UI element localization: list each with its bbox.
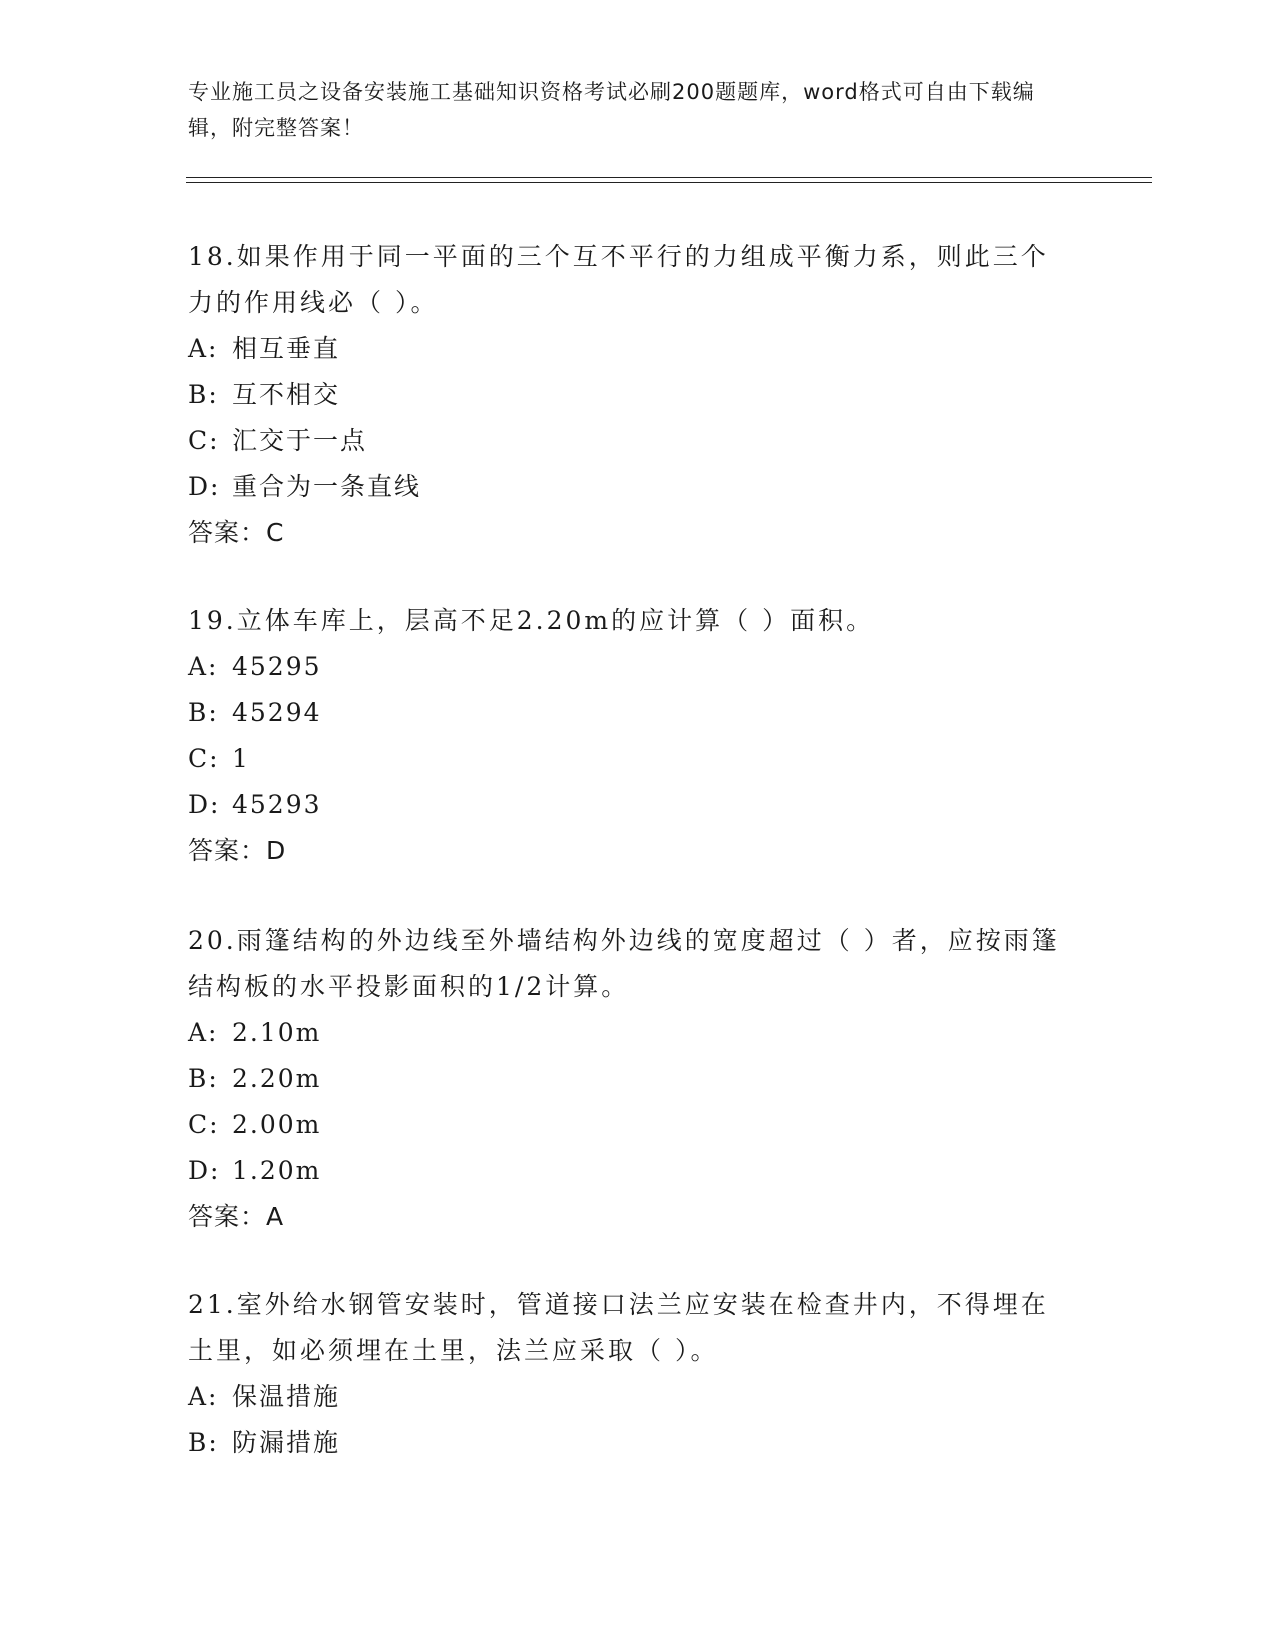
option-a: [188, 1010, 1068, 1056]
question-stem: 21.室外给水钢管安装时，管道接口法兰应安装在检查井内，不得埋在土里，如必须埋在土里，法兰应采取（ ）。: [188, 1290, 1049, 1365]
option-text: 互不相交: [232, 380, 341, 409]
answer-line: 答案：C: [188, 518, 285, 547]
option-text: 45295: [232, 652, 322, 681]
option-text: 汇交于一点: [232, 426, 368, 455]
option-text: 45293: [232, 790, 322, 819]
question-stem: 20.雨篷结构的外边线至外墙结构外边线的宽度超过（ ）者，应按雨篷结构板的水平投影面积的1/2计算。: [188, 926, 1060, 1001]
option-letter: A:: [188, 334, 219, 363]
option-a: [188, 326, 1068, 372]
option-b: [188, 1056, 1068, 1102]
question-20: [188, 918, 1068, 1240]
option-letter: C:: [188, 426, 220, 455]
answer-line: 答案：D: [188, 836, 287, 865]
header-divider: [186, 177, 1152, 178]
option-text: 防漏措施: [232, 1428, 341, 1457]
option-c: [188, 418, 1068, 464]
option-a: [188, 644, 1068, 690]
option-letter: B:: [188, 380, 219, 409]
document-header: 专业施工员之设备安装施工基础知识资格考试必刷200题题库，word格式可自由下载编辑，附完整答案！: [188, 80, 1035, 140]
option-letter: D:: [188, 472, 221, 501]
option-letter: D:: [188, 790, 221, 819]
question-21: [188, 1282, 1068, 1466]
option-text: 相互垂直: [232, 334, 341, 363]
option-letter: A:: [188, 1018, 219, 1047]
option-letter: B:: [188, 698, 219, 727]
option-b: [188, 690, 1068, 736]
option-b: [188, 1420, 1068, 1466]
option-c: [188, 1102, 1068, 1148]
option-text: 2.10m: [232, 1018, 322, 1047]
option-letter: B:: [188, 1428, 219, 1457]
option-letter: A:: [188, 1382, 219, 1411]
option-letter: D:: [188, 1156, 221, 1185]
option-d: [188, 464, 1068, 510]
option-text: 45294: [232, 698, 322, 727]
option-text: 重合为一条直线: [232, 472, 422, 501]
option-text: 1.20m: [232, 1156, 322, 1185]
answer-line: 答案：A: [188, 1202, 285, 1231]
option-text: 保温措施: [232, 1382, 341, 1411]
option-letter: B:: [188, 1064, 219, 1093]
option-c: [188, 736, 1068, 782]
option-text: 1: [232, 744, 250, 773]
option-letter: C:: [188, 1110, 220, 1139]
option-letter: C:: [188, 744, 220, 773]
header-divider-double: [186, 182, 1152, 183]
option-d: [188, 782, 1068, 828]
option-d: [188, 1148, 1068, 1194]
option-b: [188, 372, 1068, 418]
question-stem: 19.立体车库上，层高不足2.20m的应计算（ ）面积。: [188, 606, 875, 635]
option-text: 2.20m: [232, 1064, 322, 1093]
question-19: [188, 598, 1068, 874]
question-stem: 18.如果作用于同一平面的三个互不平行的力组成平衡力系，则此三个力的作用线必（ ）。: [188, 242, 1049, 317]
option-a: [188, 1374, 1068, 1420]
option-text: 2.00m: [232, 1110, 322, 1139]
option-letter: A:: [188, 652, 219, 681]
question-18: [188, 234, 1068, 556]
